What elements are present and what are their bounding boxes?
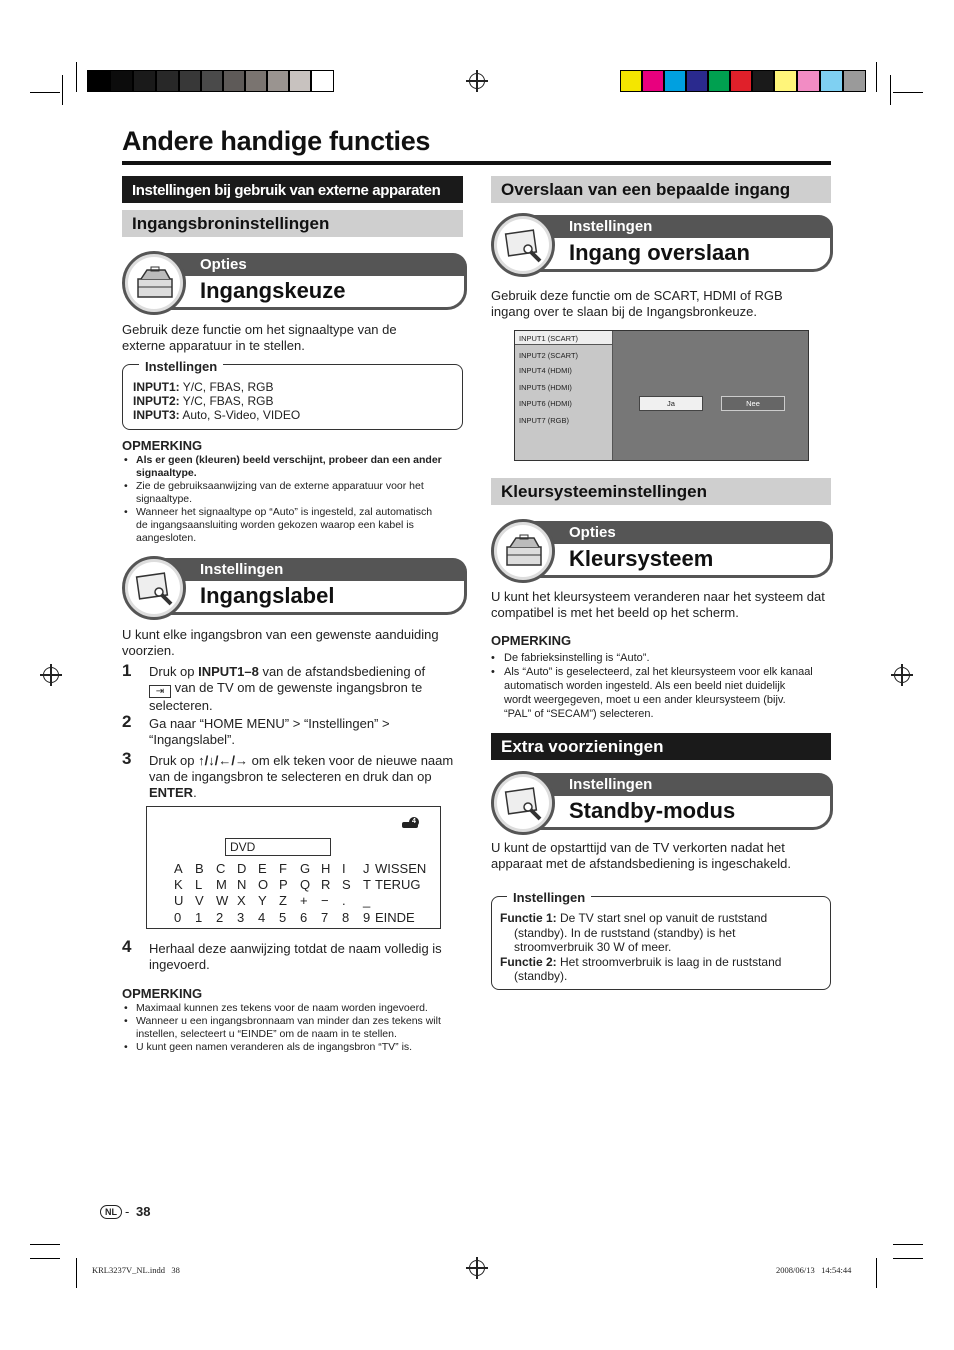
keyboard-char-key[interactable]: V (195, 893, 204, 908)
feature-title: Standby-modus (569, 798, 736, 823)
tv-wrench-icon (491, 771, 555, 835)
registration-mark (469, 1260, 485, 1276)
crop-mark (30, 1244, 60, 1245)
keyboard-char-key[interactable]: 5 (279, 910, 287, 925)
keyboard-char-key[interactable]: − (321, 893, 329, 908)
language-badge: NL (100, 1205, 122, 1219)
input-list-item[interactable]: INPUT5 (HDMI) (519, 383, 572, 392)
keyboard-char-key[interactable]: D (237, 861, 247, 876)
crop-mark (893, 1258, 923, 1259)
settings-row: Functie 1: De TV start snel op vanuit de ruststand (standby). In de ruststand (standby) is het stroomverbruik 30 W of meer. Functie 2: Het stroomverbruik is laag in de ruststand (standby). (500, 911, 782, 983)
page-dash: - (125, 1204, 130, 1219)
settings-box-label: Instellingen (507, 890, 591, 905)
keyboard-char-key[interactable]: 1 (195, 910, 203, 925)
note-title: OPMERKING (491, 633, 572, 648)
feature-standby-modus (491, 773, 833, 833)
settings-row: INPUT3: Auto, S-Video, VIDEO (133, 408, 301, 422)
feature-description: U kunt de opstarttijd van de TV verkorten nadat het apparaat met de afstandsbediening is ingeschakeld. (491, 840, 791, 871)
step-number: 1 (122, 661, 132, 680)
crop-mark (893, 92, 923, 93)
tv-wrench-icon (122, 556, 186, 620)
keyboard-char-key[interactable]: 0 (174, 910, 182, 925)
section-header-input-source: Ingangsbroninstellingen (122, 210, 463, 237)
feature-description: Gebruik deze functie om de SCART, HDMI of RGB ingang over te slaan bij de Ingangsbronkeuze. (491, 288, 783, 319)
feature-tab: Instellingen (521, 215, 833, 238)
section-header-external: Instellingen bij gebruik van externe apparaten (122, 176, 463, 203)
feature-tab: Instellingen (521, 773, 833, 796)
keyboard-char-key[interactable]: W (216, 893, 229, 908)
keyboard-char-key[interactable]: I (342, 861, 346, 876)
crop-mark (30, 1258, 60, 1259)
note-item: • Als er geen (kleuren) beeld verschijnt, probeer dan een ander signaaltype. (124, 454, 442, 479)
input-icon: ⇥ (149, 685, 171, 698)
keyboard-char-key[interactable]: Z (279, 893, 287, 908)
input-list-item[interactable]: INPUT2 (SCART) (519, 351, 579, 360)
note-item: • Als “Auto” is geselecteerd, zal het kleursysteem voor elk kanaal automatisch worden ingesteld. Als een beeld niet duidelijk wordt weergegeven, moet u een ander kleursysteem (bijv. “PAL” of “SECAM”) selecteren. (491, 666, 813, 720)
arrow-keys-icon: ↑/↓/←/→ (198, 753, 248, 768)
keyboard-char-key[interactable]: G (300, 861, 311, 876)
keyboard-char-key[interactable]: 7 (321, 910, 329, 925)
toolbox-icon (491, 519, 555, 583)
note-item: • Zie de gebruiksaanwijzing van de externe apparatuur voor het signaaltype. (124, 480, 424, 505)
note-list (491, 651, 821, 721)
step-number: 2 (122, 712, 132, 731)
feature-title: Kleursysteem (569, 546, 714, 571)
tv-wrench-icon (491, 213, 555, 277)
crop-mark (890, 75, 891, 105)
settings-row: INPUT1: Y/C, FBAS, RGB (133, 380, 274, 394)
page-number: 38 (136, 1204, 151, 1219)
keyboard-char-key[interactable]: + (300, 893, 308, 908)
note-item: • Maximaal kunnen zes tekens voor de naam worden ingevoerd. (124, 1002, 428, 1014)
section-header-color-system: Kleursysteeminstellingen (491, 478, 831, 505)
keyboard-char-key[interactable]: U (174, 893, 184, 908)
note-list (124, 1002, 464, 1054)
crop-mark (876, 62, 877, 92)
keyboard-char-key[interactable]: T (363, 877, 371, 892)
keyboard-char-key[interactable]: A (174, 861, 183, 876)
feature-tab: Opties (521, 521, 833, 544)
feature-description: U kunt elke ingangsbron van een gewenste aanduiding voorzien. (122, 627, 439, 658)
crop-mark (893, 1244, 923, 1245)
note-item: • Wanneer u een ingangsbronnaam van minder dan zes tekens wilt instellen, selecteert u “EINDE” om de naam in te stellen. (124, 1015, 441, 1040)
step-text: Herhaal deze aanwijzing totdat de naam volledig is ingevoerd. (149, 941, 442, 972)
registration-mark (469, 73, 485, 89)
keyboard-char-key[interactable]: X (237, 893, 246, 908)
page-title: Andere handige functies (122, 126, 431, 156)
step-text: Ga naar “HOME MENU” > “Instellingen” > “Ingangslabel”. (149, 716, 390, 747)
feature-kleursysteem (491, 521, 833, 581)
keyboard-char-key[interactable]: 4 (258, 910, 266, 925)
feature-tab: Instellingen (152, 558, 467, 581)
step-text: Druk op ↑/↓/←/→ om elk teken voor de nieuwe naam van de ingangsbron te selecteren en druk dan op ENTER. (149, 753, 454, 800)
keyboard-char-key[interactable]: 6 (300, 910, 308, 925)
feature-ingang-overslaan (491, 215, 833, 275)
keyboard-char-key[interactable]: Q (300, 877, 311, 892)
keyboard-char-key[interactable]: . (342, 893, 346, 908)
section-header-skip-input: Overslaan van een bepaalde ingang (491, 176, 831, 203)
feature-title: Ingangskeuze (200, 278, 346, 303)
keyboard-char-key[interactable]: F (279, 861, 287, 876)
label-field[interactable]: DVD (225, 838, 331, 856)
crop-mark (876, 1258, 877, 1288)
keyboard-char-key[interactable]: R (321, 877, 331, 892)
registration-mark (43, 667, 59, 683)
toolbox-icon (122, 251, 186, 315)
file-name: KRL3237V_NL.indd 38 (92, 1265, 180, 1275)
keyboard-char-key[interactable]: J (363, 861, 370, 876)
keyboard-char-key[interactable]: Y (258, 893, 267, 908)
keyboard-command-key[interactable]: WISSEN (375, 861, 427, 876)
settings-box-label: Instellingen (139, 359, 223, 374)
feature-description: U kunt het kleursysteem veranderen naar het systeem dat compatibel is met het beeld op het scherm. (491, 589, 825, 620)
note-list (124, 454, 464, 545)
crop-mark (62, 75, 63, 105)
keyboard-char-key[interactable]: 3 (237, 910, 245, 925)
no-button[interactable]: Nee (721, 396, 785, 411)
skip-input-menu (514, 330, 809, 461)
keyboard-char-key[interactable]: H (321, 861, 331, 876)
keyboard-char-key[interactable]: 8 (342, 910, 350, 925)
registration-mark (894, 667, 910, 683)
input-number-badge: 4 (409, 817, 419, 827)
feature-title: Ingangslabel (200, 583, 335, 608)
keyboard-char-key[interactable]: E (258, 861, 267, 876)
input-list-item[interactable]: INPUT1 (SCART) (519, 334, 579, 343)
feature-title: Ingang overslaan (569, 240, 750, 265)
keyboard-command-key[interactable]: TERUG (375, 877, 421, 892)
keyboard-command-key[interactable]: EINDE (375, 910, 415, 925)
keyboard-char-key[interactable]: P (279, 877, 288, 892)
keyboard-char-key[interactable]: C (216, 861, 226, 876)
step-text: Druk op INPUT1–8 van de afstandsbediening of ⇥ van de TV om de gewenste ingangsbron te selecteren. (149, 664, 426, 713)
step-number: 3 (122, 749, 132, 768)
note-item: • U kunt geen namen veranderen als de ingangsbron “TV” is. (124, 1041, 413, 1053)
input-list (515, 331, 613, 460)
keyboard-char-key[interactable]: S (342, 877, 351, 892)
crop-mark (76, 62, 77, 92)
crop-mark (30, 92, 60, 93)
note-item: • Wanneer het signaaltype op “Auto” is ingesteld, zal automatisch de ingangsaansluiting worden gekozen waarop een kabel is aangesloten. (124, 506, 433, 544)
settings-row: INPUT2: Y/C, FBAS, RGB (133, 394, 274, 408)
input-list-item[interactable]: INPUT7 (RGB) (519, 416, 570, 425)
keyboard-char-key[interactable]: 9 (363, 910, 371, 925)
feature-ingangslabel (122, 558, 467, 618)
note-item: • De fabrieksinstelling is “Auto”. (491, 652, 650, 664)
note-title: OPMERKING (122, 438, 203, 453)
keyboard-char-key[interactable]: O (258, 877, 269, 892)
print-date: 2008/06/13 14:54:44 (776, 1265, 852, 1275)
feature-tab: Opties (152, 253, 467, 276)
section-header-extra: Extra voorzieningen (491, 733, 831, 760)
crop-mark (76, 1258, 77, 1288)
yes-button[interactable]: Ja (639, 396, 703, 411)
keyboard-char-key[interactable]: M (216, 877, 227, 892)
keyboard-char-key[interactable]: L (195, 877, 203, 892)
feature-ingangskeuze (122, 253, 467, 313)
note-title: OPMERKING (122, 986, 203, 1001)
title-rule (122, 161, 831, 165)
keyboard-char-key[interactable]: _ (363, 893, 371, 908)
feature-description: Gebruik deze functie om het signaaltype van de externe apparatuur in te stellen. (122, 322, 397, 353)
keyboard-char-key[interactable]: K (174, 877, 183, 892)
step-number: 4 (122, 937, 132, 956)
keyboard-char-key[interactable]: B (195, 861, 204, 876)
input-list-item[interactable]: INPUT6 (HDMI) (519, 399, 572, 408)
input-list-item[interactable]: INPUT4 (HDMI) (519, 366, 572, 375)
keyboard-char-key[interactable]: 2 (216, 910, 224, 925)
keyboard-char-key[interactable]: N (237, 877, 247, 892)
